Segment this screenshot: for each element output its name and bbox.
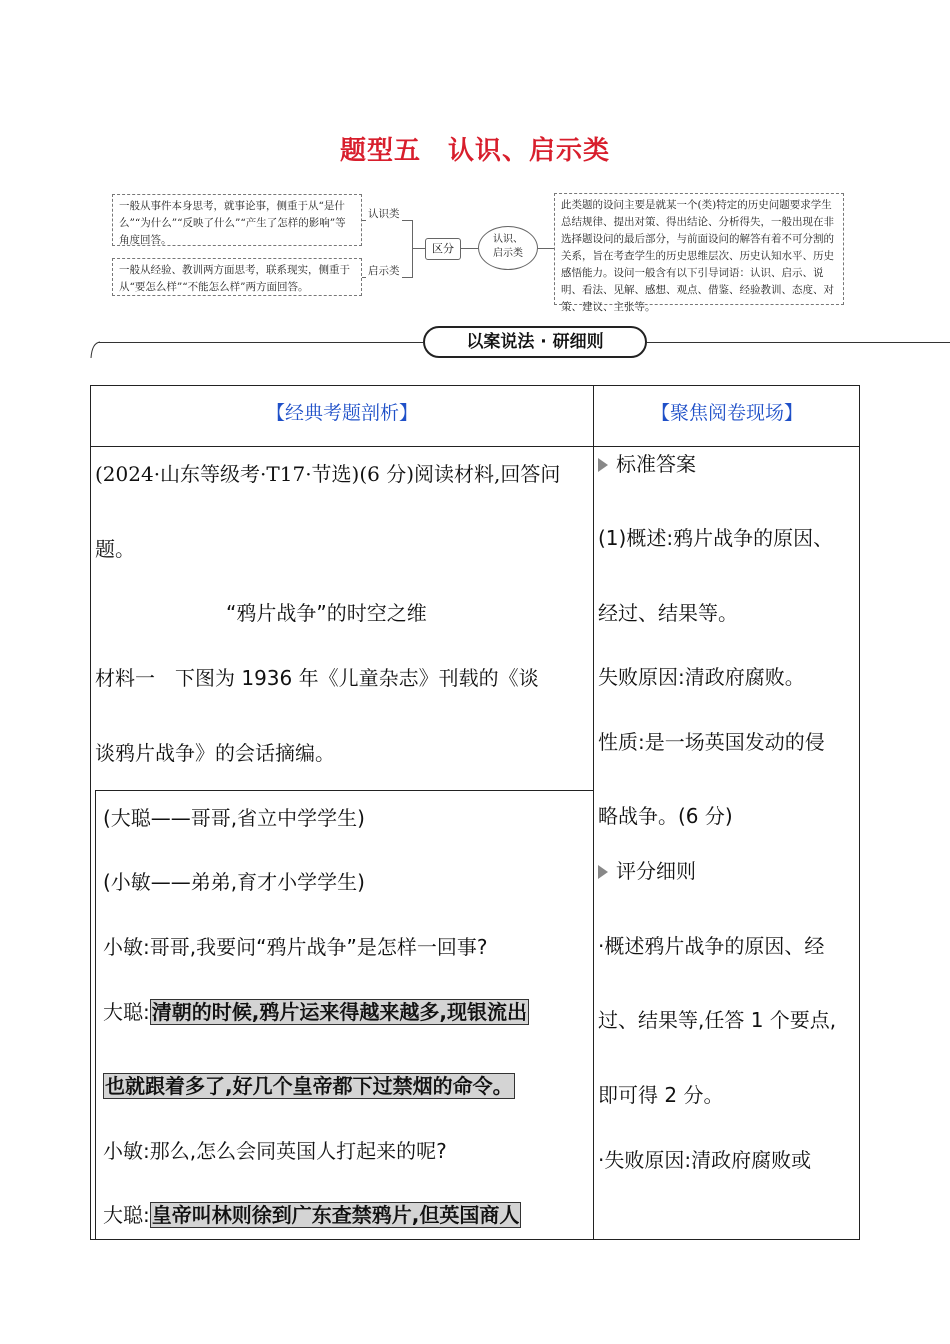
dialog-answer-cont bbox=[103, 1071, 515, 1101]
grading-rule-line: 过、结果等,任答 1 个要点, bbox=[598, 1008, 837, 1032]
question-intro-cont: 题。 bbox=[95, 537, 135, 561]
table-header-divider bbox=[90, 446, 860, 447]
standard-answer-heading: 标准答案 bbox=[598, 449, 696, 479]
section-banner: 以案说法 · 研细则 bbox=[423, 326, 647, 358]
dialog-role: (小敏——弟弟,育才小学学生) bbox=[103, 870, 365, 894]
material-subtitle: “鸦片战争”的时空之维 bbox=[226, 601, 427, 625]
center-node-line2: 启示类 bbox=[493, 248, 523, 259]
standard-answer-line: 经过、结果等。 bbox=[598, 601, 738, 625]
dialog-question: 小敏:那么,怎么会同英国人打起来的呢? bbox=[103, 1139, 447, 1163]
table-column-divider bbox=[593, 385, 594, 1240]
center-node-line1: 认识、 bbox=[493, 234, 523, 245]
recognize-label: 认识类 bbox=[368, 208, 400, 220]
inspire-label: 启示类 bbox=[368, 265, 400, 277]
page-title: 题型五 认识、启示类 bbox=[339, 136, 610, 166]
standard-answer-line: 略战争。(6 分) bbox=[598, 804, 733, 828]
dialog-question: 小敏:哥哥,我要问“鸦片战争”是怎样一回事? bbox=[103, 935, 488, 959]
center-node bbox=[478, 226, 538, 270]
header-grading-focus: 【聚焦阅卷现场】 bbox=[650, 402, 803, 424]
connector-line bbox=[538, 248, 554, 249]
connector-line bbox=[412, 248, 426, 249]
highlighted-answer: 清朝的时候,鸦片运来得越来越多,现银流出 bbox=[151, 1000, 527, 1024]
standard-answer-line: (1)概述:鸦片战争的原因、 bbox=[598, 526, 834, 550]
triangle-bullet-icon bbox=[598, 458, 608, 472]
recognize-description-box: 一般从事件本身思考，就事论事，侧重于从“是什么”“为什么”“反映了什么”“产生了怎样的影响”等角度回答。 bbox=[112, 194, 362, 246]
connector-line bbox=[460, 248, 478, 249]
grading-rule-line: ·失败原因:清政府腐败或 bbox=[598, 1148, 812, 1172]
highlighted-answer: 也就跟着多了,好几个皇帝都下过禁烟的命令。 bbox=[105, 1074, 513, 1098]
distinguish-label: 区分 bbox=[425, 238, 461, 260]
dialog-answer: 大聪: 清朝的时候,鸦片运来得越来越多,现银流出 bbox=[103, 1000, 527, 1024]
grading-rule-line: ·概述鸦片战争的原因、经 bbox=[598, 934, 825, 958]
banner-rule-hook bbox=[88, 340, 102, 360]
triangle-bullet-icon bbox=[598, 865, 608, 879]
highlighted-answer: 皇帝叫林则徐到广东查禁鸦片,但英国商人 bbox=[151, 1203, 520, 1227]
standard-answer-line: 性质:是一场英国发动的侵 bbox=[598, 730, 825, 754]
question-intro: (2024·山东等级考·T17·节选)(6 分)阅读材料,回答问 bbox=[95, 462, 561, 486]
header-classic-analysis: 【经典考题剖析】 bbox=[265, 402, 418, 424]
definition-box: 此类题的设问主要是就某一个(类)特定的历史问题要求学生总结规律、提出对策、得出结论、分析得失，一般出现在非选择题设问的最后部分，与前面设问的解答有着不可分割的关系，旨在考查学生的历史思维层次、历史认知水平、历史感悟能力。设问一般含有以下引导词语：认识、启示、说明、看法、见解、感想、观点、借鉴、经验教训、态度、对策、建议、主张等。 bbox=[554, 193, 844, 305]
material-one: 材料一 下图为 1936 年《儿童杂志》刊载的《谈 bbox=[95, 666, 539, 690]
material-one-cont: 谈鸦片战争》的会话摘编。 bbox=[95, 741, 335, 765]
connector-line bbox=[412, 220, 413, 278]
grading-rules-heading: 评分细则 bbox=[598, 856, 696, 886]
dialog-role: (大聪——哥哥,省立中学学生) bbox=[103, 806, 365, 830]
inspire-description-box: 一般从经验、教训两方面思考，联系现实，侧重于从“要怎么样”“不能怎么样”两方面回答。 bbox=[112, 258, 362, 296]
banner-rule-right bbox=[647, 342, 950, 343]
dialog-answer: 大聪: 皇帝叫林则徐到广东查禁鸦片,但英国商人 bbox=[103, 1203, 520, 1227]
standard-answer-line: 失败原因:清政府腐败。 bbox=[598, 665, 805, 689]
banner-rule-left bbox=[98, 342, 423, 343]
grading-rule-line: 即可得 2 分。 bbox=[598, 1083, 724, 1107]
